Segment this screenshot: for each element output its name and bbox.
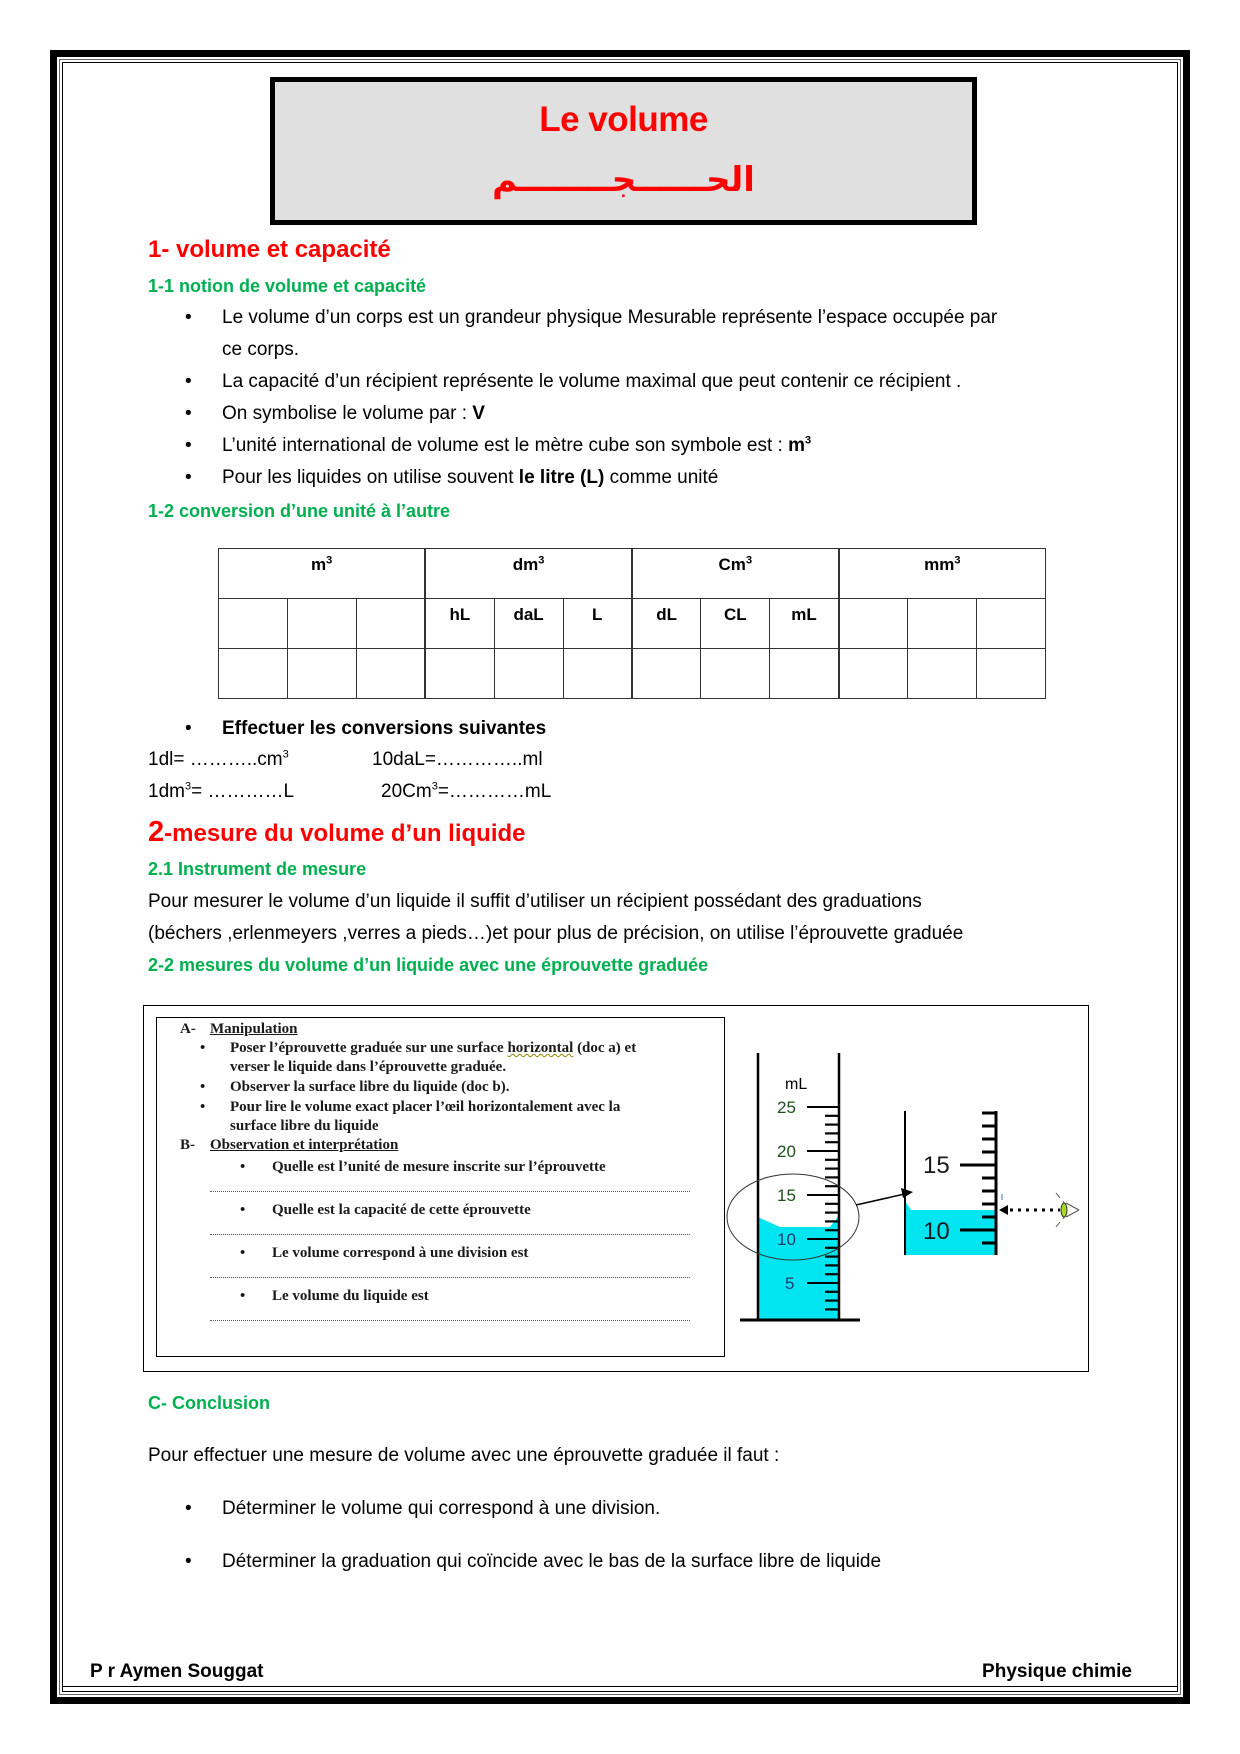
table-cell-empty[interactable] (563, 649, 632, 699)
graduated-cylinder-figure (725, 1010, 1085, 1365)
bullet-icon: • (185, 307, 192, 328)
exercise-2-left[interactable]: $1dm^3=$ …………L (148, 780, 295, 802)
bullet-icon: • (185, 467, 192, 488)
volume-symbol: V (472, 403, 485, 424)
table-row (219, 649, 1046, 699)
section-1-2-heading: 1-2 conversion d’une unité à l’autre (148, 501, 451, 521)
arrow-head-icon (901, 1188, 913, 1198)
lab-bullet-continuation: verser le liquide dans l’éprouvette graduée. (230, 1059, 507, 1075)
table-row (219, 549, 1046, 599)
bullet-icon: • (240, 1202, 246, 1218)
part-b-heading: B- Observation et interprétation (180, 1137, 399, 1153)
table-header-cell: $m^3$ (219, 549, 426, 599)
exercise-2-right[interactable]: $20Cm^3=\dots\dots\dots\dots mL$ (381, 780, 552, 802)
sightline-arrow-icon (999, 1205, 1008, 1215)
table-header-cell: $dm^3$ (425, 549, 632, 599)
bullet-icon: • (200, 1079, 206, 1095)
footer-author: P r Aymen Souggat (90, 1661, 264, 1682)
svg-text:25: 25 (777, 1098, 796, 1117)
table-cell-empty[interactable] (976, 649, 1045, 699)
title-box (270, 77, 977, 225)
svg-text:10: 10 (923, 1218, 950, 1245)
answer-line[interactable] (210, 1234, 690, 1235)
conclusion-intro: Pour effectuer une mesure de volume avec une éprouvette graduée il faut : (148, 1445, 780, 1466)
bullet-text: Pour les liquides on utilise souvent (222, 467, 519, 488)
svg-text:15: 15 (923, 1152, 950, 1179)
svg-text:10: 10 (777, 1230, 796, 1249)
table-cell: L (563, 599, 632, 649)
table-cell (908, 599, 977, 649)
question-item: • Quelle est la capacité de cette éprouvette (240, 1202, 531, 1218)
part-a-heading: A- Manipulation (180, 1021, 298, 1037)
spellcheck-underline: horizontal (507, 1040, 574, 1056)
bullet-icon: • (185, 403, 192, 424)
unit-symbol: m (788, 435, 806, 456)
table-cell (219, 599, 288, 649)
bullet-icon: • (200, 1099, 206, 1115)
conclusion-heading: C- Conclusion (148, 1393, 270, 1413)
answer-line[interactable] (210, 1320, 690, 1321)
table-cell: dL (632, 599, 701, 649)
table-cell-empty[interactable] (494, 649, 563, 699)
table-cell-empty[interactable] (770, 649, 839, 699)
table-cell-empty[interactable] (701, 649, 770, 699)
bullet-text: Le volume d’un corps est un grandeur physique Mesurable représente l’espace occupée par (222, 307, 998, 328)
bullet-icon: • (185, 718, 192, 739)
section-2-heading: 2-mesure du volume d’un liquide (148, 816, 526, 848)
table-cell-empty[interactable] (632, 649, 701, 699)
table-cell (356, 599, 425, 649)
bullet-icon: • (185, 1498, 192, 1519)
bullet-icon: • (185, 371, 192, 392)
lab-bullet: • Pour lire le volume exact placer l’œil horizontalement avec la (200, 1099, 621, 1115)
conversion-table (218, 548, 1046, 699)
list-item (185, 371, 961, 393)
table-cell-empty[interactable] (219, 649, 288, 699)
section-2-1-heading: 2.1 Instrument de mesure (148, 859, 367, 879)
svg-text:15: 15 (777, 1186, 796, 1205)
lab-bullet: • Poser l’éprouvette graduée sur une surface horizontal (doc a) et (200, 1040, 637, 1056)
bullet-text: Déterminer la graduation qui coïncide avec le bas de la surface libre de liquide (222, 1551, 882, 1572)
lab-bullet: • Observer la surface libre du liquide (doc b). (200, 1079, 510, 1095)
bullet-icon: • (185, 1551, 192, 1572)
bullet-icon: • (240, 1288, 246, 1304)
list-item (185, 1498, 660, 1520)
table-cell-empty[interactable] (287, 649, 356, 699)
svg-text:20: 20 (777, 1142, 796, 1161)
svg-text:5: 5 (785, 1274, 795, 1293)
table-cell (287, 599, 356, 649)
bullet-text: La capacité d’un récipient représente le volume maximal que peut contenir ce récipient . (222, 371, 962, 392)
table-cell-empty[interactable] (356, 649, 425, 699)
table-cell: mL (770, 599, 839, 649)
list-item-continuation: ce corps. (222, 339, 300, 360)
lab-bullet-continuation: surface libre du liquide (230, 1118, 379, 1134)
exercise-1-right[interactable]: 10daL=…………..ml (372, 749, 543, 770)
list-item (185, 307, 997, 329)
question-item: • Le volume du liquide est (240, 1288, 429, 1304)
bullet-icon: • (240, 1245, 246, 1261)
answer-line[interactable] (210, 1191, 690, 1192)
table-cell (839, 599, 908, 649)
section-1-heading: 1- volume et capacité (148, 236, 391, 263)
table-row (219, 599, 1046, 649)
table-header-cell: Cm$^3$ (632, 549, 839, 599)
zoom-scale-labels (923, 1152, 950, 1245)
question-item: • Quelle est l’unité de mesure inscrite sur l’éprouvette (240, 1159, 606, 1175)
bullet-text: L’unité international de volume est le mètre cube son symbole est : (222, 435, 789, 456)
bullet-text: Déterminer le volume qui correspond à une division. (222, 1498, 661, 1519)
section-2-2-heading: 2-2 mesures du volume d’un liquide avec une éprouvette graduée (148, 955, 709, 975)
paragraph-line: (béchers ,erlenmeyers ,verres a pieds…)et pour plus de précision, on utilise l’éprouvette graduée (148, 923, 964, 944)
table-cell: daL (494, 599, 563, 649)
list-item (185, 403, 485, 425)
zoom-liquid-fill (905, 1201, 996, 1255)
answer-line[interactable] (210, 1277, 690, 1278)
bullet-bold: le litre (L) (518, 467, 605, 488)
bullet-text: comme unité (604, 467, 719, 488)
table-cell (976, 599, 1045, 649)
footer-subject: Physique chimie (982, 1661, 1132, 1682)
zoom-arrow (856, 1193, 909, 1205)
unit-label: mL (785, 1076, 808, 1093)
table-cell-empty[interactable] (839, 649, 908, 699)
list-item (185, 1551, 881, 1573)
bullet-icon: • (240, 1159, 246, 1175)
table-cell-empty[interactable] (425, 649, 494, 699)
table-header-cell: $mm^3$ (839, 549, 1046, 599)
page-title-arabic: الحــــــجــــــــم (492, 160, 755, 200)
bullet-icon: • (200, 1040, 206, 1056)
table-cell: CL (701, 599, 770, 649)
exercise-1-left[interactable]: $1dl= \dots\dots\dots..cm^3$ (148, 748, 289, 770)
list-item (185, 435, 811, 457)
bullet-text: On symbolise le volume par : (222, 403, 473, 424)
unit-exponent: 3 (805, 434, 812, 447)
table-cell: hL (425, 599, 494, 649)
footer-rule (62, 1686, 1178, 1687)
page-title: Le volume (539, 100, 708, 139)
exercise-label: • Effectuer les conversions suivantes (185, 718, 547, 739)
question-item: • Le volume correspond à une division est (240, 1245, 529, 1261)
section-1-1-heading: 1-1 notion de volume et capacité (148, 276, 427, 296)
bullet-icon: • (185, 435, 192, 456)
table-cell-empty[interactable] (908, 649, 977, 699)
paragraph-line: Pour mesurer le volume d’un liquide il suffit d’utiliser un récipient possédant des graduations (148, 891, 922, 912)
list-item (185, 467, 718, 489)
